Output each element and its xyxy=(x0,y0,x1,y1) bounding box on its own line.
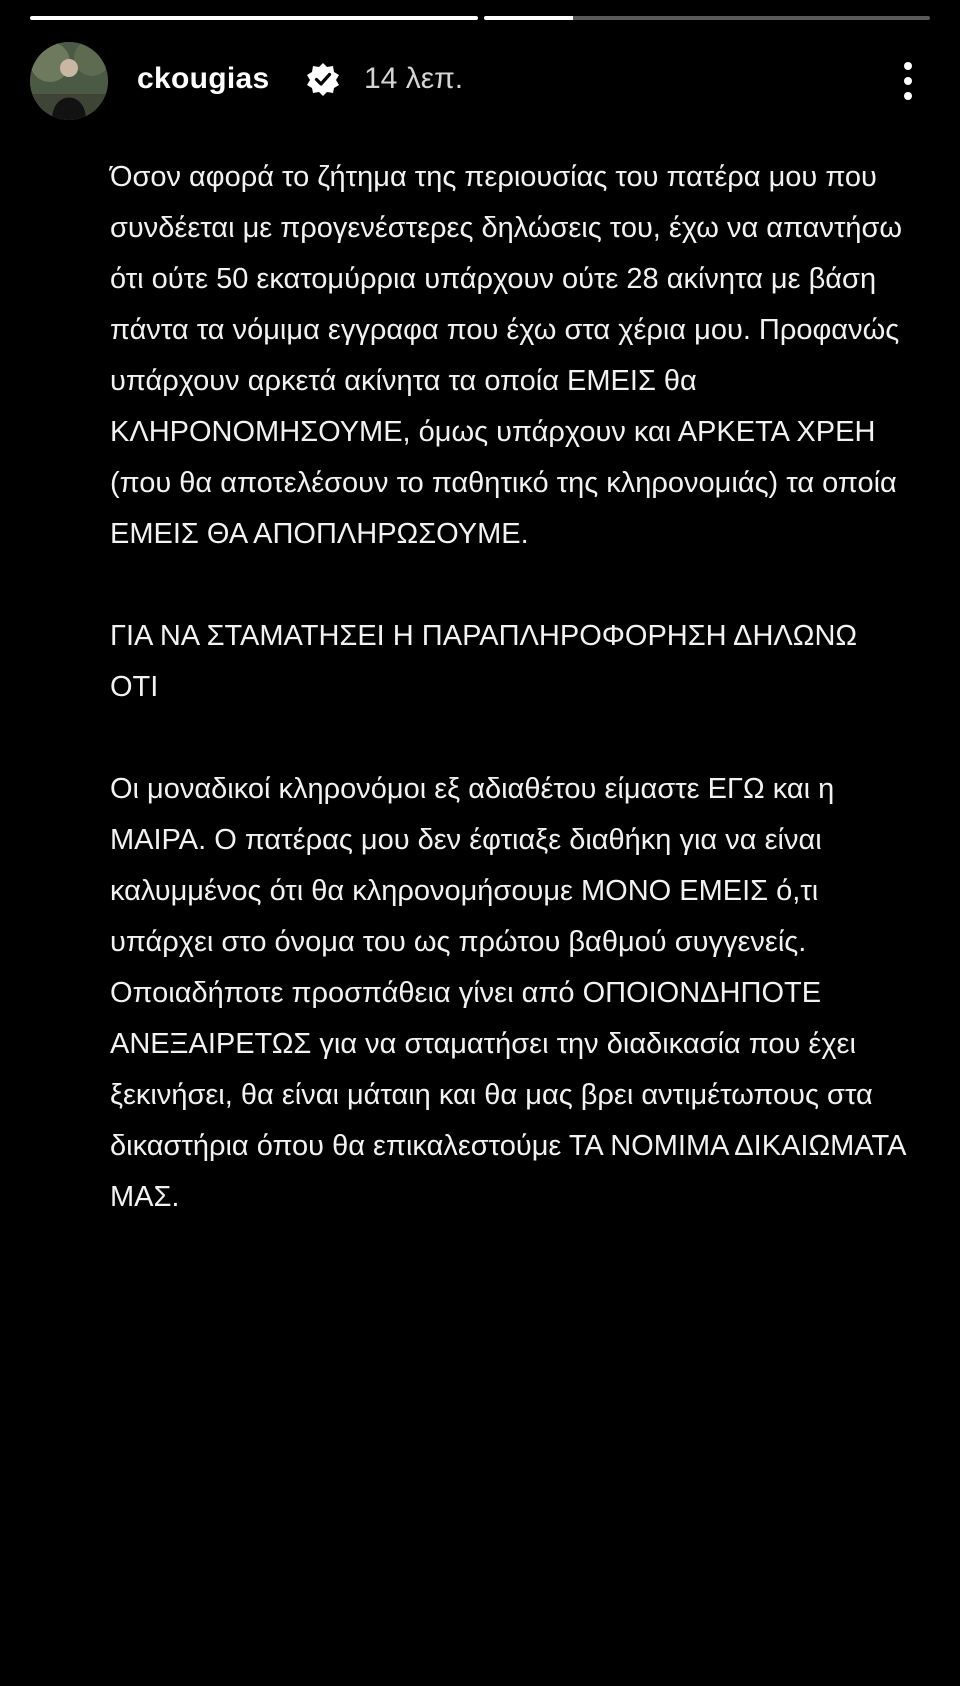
story-paragraph-1: Όσον αφορά το ζήτημα της περιουσίας του πατέρα μου που συνδέεται με προγενέστερες δηλώσεις του, έχω να απαντήσω ότι ούτε 50 εκατομύρρια υπάρχουν ούτε 28 ακίνητα με βάση πάντα τα νόμιμα εγγραφα που έχω στα χέρια μου. Προφανώς υπάρχουν αρκετά ακίνητα τα οποία ΕΜΕΙΣ θα ΚΛΗΡΟΝΟΜΗΣΟΥΜΕ, όμως υπάρχουν και ΑΡΚΕΤΑ ΧΡΕΗ (που θα αποτελέσουν το παθητικό της κληρονομιάς) τα οποία ΕΜΕΙΣ ΘΑ ΑΠΟΠΛΗΡΩΣΟΥΜΕ. xyxy=(110,161,903,550)
more-vertical-icon[interactable] xyxy=(886,56,930,106)
more-dot xyxy=(904,62,912,70)
avatar-image xyxy=(30,42,108,120)
story-progress-segment-1 xyxy=(30,16,478,20)
more-dot xyxy=(904,92,912,100)
verified-badge-icon xyxy=(306,62,340,96)
avatar[interactable] xyxy=(30,42,108,120)
story-text-content xyxy=(110,152,910,1223)
story-progress-fill-2 xyxy=(484,16,573,20)
username[interactable]: ckougias xyxy=(137,62,270,95)
story-paragraph-3: Οι μοναδικοί κληρονόμοι εξ αδιαθέτου είμαστε ΕΓΩ και η ΜΑΙΡΑ. Ο πατέρας μου δεν έφτιαξε διαθήκη για να είναι καλυμμένος ότι θα κληρονομήσουμε ΜΟΝΟ ΕΜΕΙΣ ό,τι υπάρχει στο όνομα του ως πρώτου βαθμού συγγενείς. Οποιαδήποτε προσπάθεια γίνει από ΟΠΟΙΟΝΔΗΠΟΤΕ ΑΝΕΞΑΙΡΕΤΩΣ για να σταματήσει την διαδικασία που έχει ξεκινήσει, θα είναι μάταιη και θα μας βρει αντιμέτωπους στα δικαστήρια όπου θα επικαλεστούμε ΤΑ ΝΟΜΙΜΑ ΔΙΚΑΙΩΜΑΤΑ ΜΑΣ. xyxy=(110,773,905,1213)
story-paragraph-2: ΓΙΑ ΝΑ ΣΤΑΜΑΤΗΣΕΙ Η ΠΑΡΑΠΛΗΡΟΦΟΡΗΣΗ ΔΗΛΩΝΩ ΟΤΙ xyxy=(110,620,858,703)
story-timestamp: 14 λεπ. xyxy=(364,62,464,95)
story-progress-segment-2 xyxy=(484,16,930,20)
story-progress-fill-1 xyxy=(30,16,478,20)
more-dot xyxy=(904,77,912,85)
story-header xyxy=(30,42,930,122)
